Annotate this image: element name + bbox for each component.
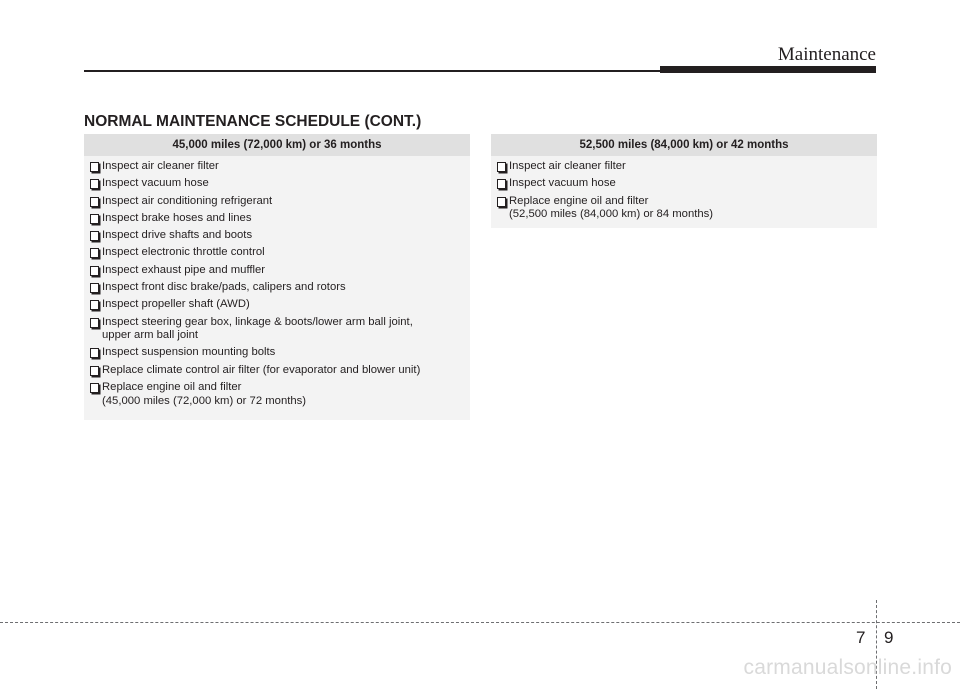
list-item (84, 264, 470, 278)
checklist (84, 156, 470, 408)
item-text: Replace engine oil and filter (509, 194, 649, 207)
checkbox-icon (497, 179, 506, 189)
checkbox-icon (497, 197, 506, 207)
watermark: carmanualsonline.info (743, 656, 952, 679)
list-item (84, 281, 470, 295)
item-text: Inspect suspension mounting bolts (102, 346, 276, 359)
list-item (491, 160, 877, 174)
list-item (491, 177, 877, 191)
item-text: Inspect electronic throttle control (102, 246, 265, 259)
schedule-panel-45000 (84, 134, 470, 420)
checklist (491, 156, 877, 222)
checkbox-icon (90, 231, 99, 241)
item-subtext: (52,500 miles (84,000 km) or 84 months) (509, 208, 714, 221)
checkbox-icon (90, 214, 99, 224)
list-item (84, 381, 470, 408)
list-item (491, 195, 877, 222)
item-subtext: (45,000 miles (72,000 km) or 72 months) (102, 394, 307, 407)
checkbox-icon (90, 162, 99, 172)
list-item (84, 364, 470, 378)
item-text: Inspect air cleaner filter (102, 160, 219, 172)
header-rule-thick (660, 66, 876, 73)
item-text: Inspect brake hoses and lines (102, 211, 252, 224)
checkbox-icon (90, 248, 99, 258)
item-text: Inspect air cleaner filter (509, 160, 626, 172)
checkbox-icon (90, 300, 99, 310)
list-item (84, 346, 470, 360)
list-item (84, 195, 470, 209)
list-item (84, 160, 470, 174)
checkbox-icon (497, 162, 506, 172)
checkbox-icon (90, 283, 99, 293)
list-item (84, 246, 470, 260)
item-text: Inspect steering gear box, linkage & boots/lower arm ball joint, (102, 315, 413, 328)
item-text: Replace climate control air filter (for evaporator and blower unit) (102, 363, 421, 376)
item-subtext: upper arm ball joint (102, 329, 199, 342)
panel-heading: 52,500 miles (84,000 km) or 42 months (491, 134, 877, 156)
item-text: Inspect air conditioning refrigerant (102, 194, 273, 207)
list-item (84, 298, 470, 312)
item-text: Inspect vacuum hose (509, 177, 616, 190)
item-text: Inspect exhaust pipe and muffler (102, 263, 266, 276)
item-text: Inspect vacuum hose (102, 177, 209, 190)
panel-heading: 45,000 miles (72,000 km) or 36 months (84, 134, 470, 156)
list-item (84, 316, 470, 343)
checkbox-icon (90, 318, 99, 328)
list-item (84, 229, 470, 243)
section-title: NORMAL MAINTENANCE SCHEDULE (CONT.) (84, 113, 422, 130)
footer-dashed-rule (0, 622, 960, 623)
list-item (84, 212, 470, 226)
list-item (84, 177, 470, 191)
page-number: 9 (884, 628, 894, 647)
checkbox-icon (90, 266, 99, 276)
header-rule-thin (84, 70, 660, 72)
checkbox-icon (90, 348, 99, 358)
item-text: Inspect propeller shaft (AWD) (102, 298, 250, 311)
checkbox-icon (90, 197, 99, 207)
checkbox-icon (90, 179, 99, 189)
header-title: Maintenance (777, 44, 876, 65)
checkbox-icon (90, 383, 99, 393)
page-chapter: 7 (856, 628, 866, 647)
item-text: Inspect drive shafts and boots (102, 229, 253, 242)
checkbox-icon (90, 366, 99, 376)
item-text: Replace engine oil and filter (102, 381, 242, 394)
schedule-panel-52500 (491, 134, 877, 228)
item-text: Inspect front disc brake/pads, calipers and rotors (102, 281, 346, 294)
